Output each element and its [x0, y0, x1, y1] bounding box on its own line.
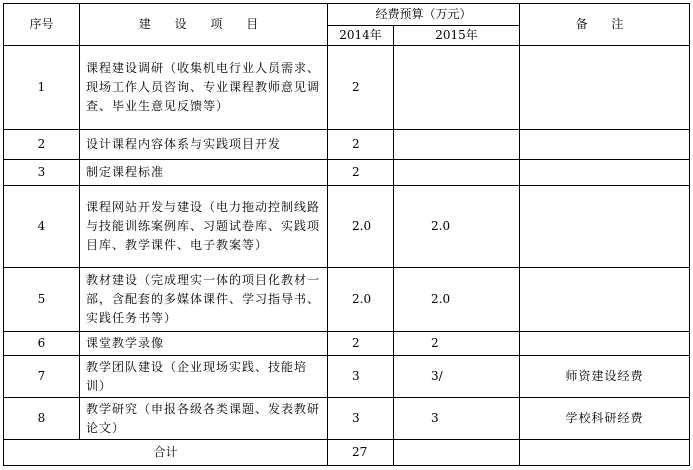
row-index: 2 [4, 130, 80, 160]
row-project: 教材建设（完成理实一体的项目化教材一部，含配套的多媒体课件、学习指导书、实践任务书等） [80, 268, 328, 332]
row-2015: 2.0 [394, 186, 520, 268]
row-2015: 2.0 [394, 268, 520, 332]
total-row [4, 440, 690, 466]
row-2015: 3/ [394, 356, 520, 398]
header-notes: 备 注 [520, 4, 690, 46]
row-2014: 2.0 [328, 186, 394, 268]
budget-table-container [3, 3, 690, 466]
table-row [4, 268, 690, 332]
row-note: 师资建设经费 [520, 356, 690, 398]
row-index: 4 [4, 186, 80, 268]
table-row [4, 46, 690, 130]
row-2014: 2 [328, 160, 394, 186]
row-2014: 2.0 [328, 268, 394, 332]
row-index: 1 [4, 46, 80, 130]
row-note [520, 332, 690, 356]
row-2015 [394, 160, 520, 186]
row-2014: 2 [328, 130, 394, 160]
row-project: 设计课程内容体系与实践项目开发 [80, 130, 328, 160]
total-note [520, 440, 690, 466]
row-note [520, 186, 690, 268]
row-2015: 3 [394, 398, 520, 440]
table-row [4, 332, 690, 356]
row-project: 课程网站开发与建设（电力拖动控制线路与技能训练案例库、习题试卷库、实践项目库、教学课件、电子教案等） [80, 186, 328, 268]
table-row [4, 160, 690, 186]
budget-table [3, 3, 690, 466]
row-index: 6 [4, 332, 80, 356]
table-row [4, 398, 690, 440]
row-index: 7 [4, 356, 80, 398]
total-2014: 27 [328, 440, 394, 466]
row-note [520, 130, 690, 160]
row-index: 5 [4, 268, 80, 332]
header-year-2014: 2014年 [328, 26, 394, 46]
table-row [4, 186, 690, 268]
row-note [520, 46, 690, 130]
row-project: 教学团队建设（企业现场实践、技能培训） [80, 356, 328, 398]
row-2015 [394, 46, 520, 130]
row-2014: 2 [328, 46, 394, 130]
row-project: 课程建设调研（收集机电行业人员需求、现场工作人员咨询、专业课程教师意见调查、毕业生意见反馈等） [80, 46, 328, 130]
row-project: 教学研究（申报各级各类课题、发表教研论文） [80, 398, 328, 440]
row-2014: 2 [328, 332, 394, 356]
header-project: 建 设 项 目 [80, 4, 328, 46]
header-year-2015: 2015年 [394, 26, 520, 46]
row-2014: 3 [328, 356, 394, 398]
row-2015: 2 [394, 332, 520, 356]
header-index: 序号 [4, 4, 80, 46]
table-row [4, 130, 690, 160]
row-project: 课堂教学录像 [80, 332, 328, 356]
total-2015 [394, 440, 520, 466]
row-note [520, 268, 690, 332]
row-2015 [394, 130, 520, 160]
row-2014: 3 [328, 398, 394, 440]
header-budget: 经费预算（万元） [328, 4, 520, 26]
header-row-top [4, 4, 690, 26]
row-index: 3 [4, 160, 80, 186]
total-label: 合计 [4, 440, 328, 466]
table-row [4, 356, 690, 398]
row-index: 8 [4, 398, 80, 440]
row-note [520, 160, 690, 186]
row-note: 学校科研经费 [520, 398, 690, 440]
row-project: 制定课程标准 [80, 160, 328, 186]
